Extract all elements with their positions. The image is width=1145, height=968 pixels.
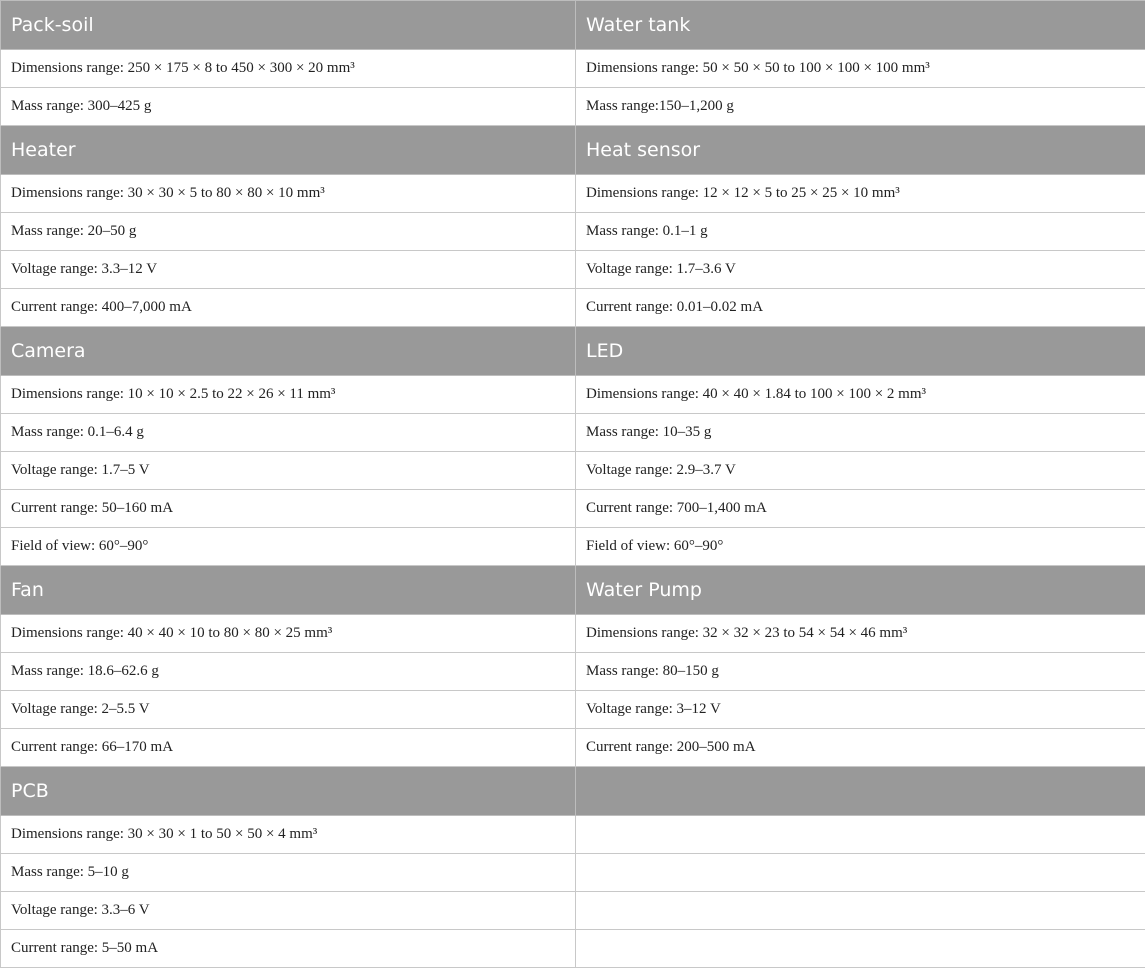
spec-cell: Mass range: 0.1–1 g [576,213,1145,251]
section-header-row [1,126,1145,175]
spec-cell: Mass range: 80–150 g [576,653,1145,691]
spec-cell: Current range: 50–160 mA [1,490,576,528]
spec-cell: Mass range: 5–10 g [1,854,576,892]
table-row [1,452,1145,490]
spec-cell: Voltage range: 1.7–3.6 V [576,251,1145,289]
empty-cell [576,930,1145,968]
spec-cell: Dimensions range: 10 × 10 × 2.5 to 22 × 26 × 11 mm³ [1,376,576,414]
spec-cell: Current range: 700–1,400 mA [576,490,1145,528]
spec-cell: Current range: 200–500 mA [576,729,1145,767]
section-title-fan: Fan [1,566,576,615]
spec-cell: Dimensions range: 12 × 12 × 5 to 25 × 25 × 10 mm³ [576,175,1145,213]
section-title-water-pump: Water Pump [576,566,1145,615]
spec-cell: Dimensions range: 30 × 30 × 1 to 50 × 50 × 4 mm³ [1,816,576,854]
spec-cell: Mass range: 20–50 g [1,213,576,251]
spec-cell: Current range: 400–7,000 mA [1,289,576,327]
spec-cell: Voltage range: 2–5.5 V [1,691,576,729]
spec-cell: Dimensions range: 40 × 40 × 1.84 to 100 × 100 × 2 mm³ [576,376,1145,414]
spec-cell: Voltage range: 3.3–6 V [1,892,576,930]
table-row [1,289,1145,327]
section-title-water-tank: Water tank [576,1,1145,50]
spec-cell: Current range: 5–50 mA [1,930,576,968]
section-title-pack-soil: Pack-soil [1,1,576,50]
table-row [1,729,1145,767]
table-row [1,691,1145,729]
spec-cell: Voltage range: 1.7–5 V [1,452,576,490]
table-row [1,251,1145,289]
spec-cell: Mass range: 10–35 g [576,414,1145,452]
section-header-row [1,767,1145,816]
spec-cell: Mass range:150–1,200 g [576,88,1145,126]
spec-cell: Dimensions range: 250 × 175 × 8 to 450 × 300 × 20 mm³ [1,50,576,88]
spec-cell: Mass range: 18.6–62.6 g [1,653,576,691]
spec-cell: Mass range: 300–425 g [1,88,576,126]
table-body [1,1,1145,968]
table-row [1,615,1145,653]
spec-cell: Current range: 66–170 mA [1,729,576,767]
section-header-row [1,566,1145,615]
table-row [1,854,1145,892]
spec-cell: Current range: 0.01–0.02 mA [576,289,1145,327]
table-row [1,376,1145,414]
table-row [1,653,1145,691]
spec-cell: Dimensions range: 50 × 50 × 50 to 100 × 100 × 100 mm³ [576,50,1145,88]
section-title-heat-sensor: Heat sensor [576,126,1145,175]
empty-cell [576,892,1145,930]
section-title-led: LED [576,327,1145,376]
spec-cell: Dimensions range: 32 × 32 × 23 to 54 × 54 × 46 mm³ [576,615,1145,653]
section-title-camera: Camera [1,327,576,376]
empty-cell [576,854,1145,892]
spec-cell: Voltage range: 2.9–3.7 V [576,452,1145,490]
table-row [1,930,1145,968]
section-title-empty [576,767,1145,816]
table-row [1,490,1145,528]
section-title-heater: Heater [1,126,576,175]
table-row [1,88,1145,126]
spec-cell: Field of view: 60°–90° [576,528,1145,566]
table-row [1,50,1145,88]
table-row [1,213,1145,251]
section-title-pcb: PCB [1,767,576,816]
section-header-row [1,1,1145,50]
spec-cell: Mass range: 0.1–6.4 g [1,414,576,452]
empty-cell [576,816,1145,854]
spec-cell: Field of view: 60°–90° [1,528,576,566]
table-row [1,892,1145,930]
spec-cell: Dimensions range: 30 × 30 × 5 to 80 × 80 × 10 mm³ [1,175,576,213]
table-row [1,175,1145,213]
spec-cell: Voltage range: 3–12 V [576,691,1145,729]
table-row [1,528,1145,566]
spec-cell: Dimensions range: 40 × 40 × 10 to 80 × 80 × 25 mm³ [1,615,576,653]
table-row [1,414,1145,452]
spec-cell: Voltage range: 3.3–12 V [1,251,576,289]
table-row [1,816,1145,854]
section-header-row [1,327,1145,376]
